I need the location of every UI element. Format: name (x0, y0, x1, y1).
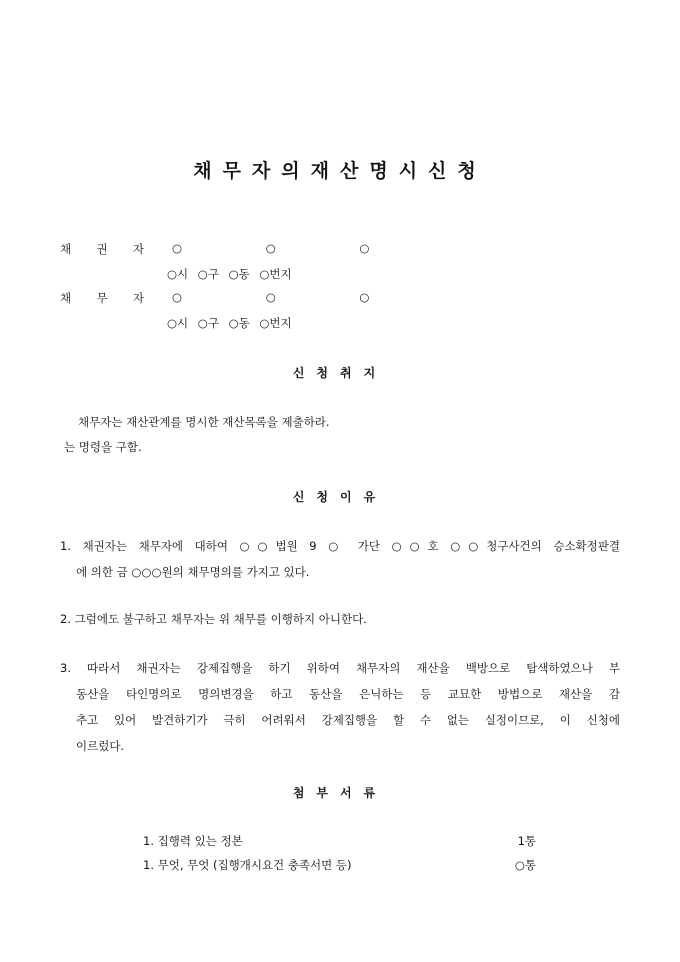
reason-line: 1. 채권자는 채무자에 대하여 ○○법원 9 ○ 가단 ○○호 ○○청구사건의 승소확정판결 (60, 539, 620, 553)
debtor-label (60, 290, 144, 306)
debtor-label-char: 자 (132, 291, 144, 305)
creditor-label-char: 채 (60, 242, 72, 256)
reason-line: 3. 따라서 채권자는 강제집행을 하기 위하여 채무자의 재산을 백방으로 탐색하였으나 부 (60, 661, 620, 675)
reason-line: 2. 그럼에도 불구하고 채무자는 위 채무를 이행하지 아니한다. (60, 612, 367, 626)
attachment-name: 1. 집행력 있는 정본 (143, 834, 243, 848)
reason-heading: 신청이유 (292, 490, 388, 504)
reason-line: 추고 있어 발견하기가 극히 어려워서 강제집행을 할 수 없는 실정이므로, 이 신청에 (76, 713, 620, 727)
attachment-name: 1. 무엇, 무엇 (집행개시요건 충족서면 등) (143, 858, 352, 872)
debtor-address: ○시 ○구 ○동 ○번지 (167, 316, 292, 330)
debtor-name: ○ ○ ○ (172, 290, 410, 304)
reason-item-2 (60, 606, 620, 632)
purpose-line: 는 명령을 구함. (64, 440, 142, 454)
creditor-label-char: 자 (132, 242, 144, 256)
creditor-label-char: 권 (96, 242, 108, 256)
creditor-address: ○시 ○구 ○동 ○번지 (167, 267, 292, 281)
purpose-line: 채무자는 재산관계를 명시한 재산목록을 제출하라. (78, 415, 330, 429)
reason-line: 이르렀다. (76, 739, 125, 753)
reason-item-1 (60, 533, 620, 585)
document-title: 채무자의재산명시신청 (193, 160, 487, 182)
attachments-heading: 첨부서류 (292, 786, 388, 800)
reason-line: 동산을 타인명의로 명의변경을 하고 동산을 은닉하는 등 교묘한 방법으로 재산을 감 (76, 687, 620, 701)
reason-line: 에 의한 금 ○○○원의 채무명의를 가지고 있다. (76, 565, 310, 579)
purpose-heading: 신청취지 (292, 366, 388, 380)
reason-item-3 (60, 655, 620, 759)
debtor-label-char: 무 (96, 291, 108, 305)
attachment-count: 1통 (517, 834, 536, 848)
debtor-label-char: 채 (60, 291, 72, 305)
creditor-label (60, 241, 144, 257)
attachment-count: ○통 (514, 858, 536, 872)
creditor-name: ○ ○ ○ (172, 241, 410, 255)
